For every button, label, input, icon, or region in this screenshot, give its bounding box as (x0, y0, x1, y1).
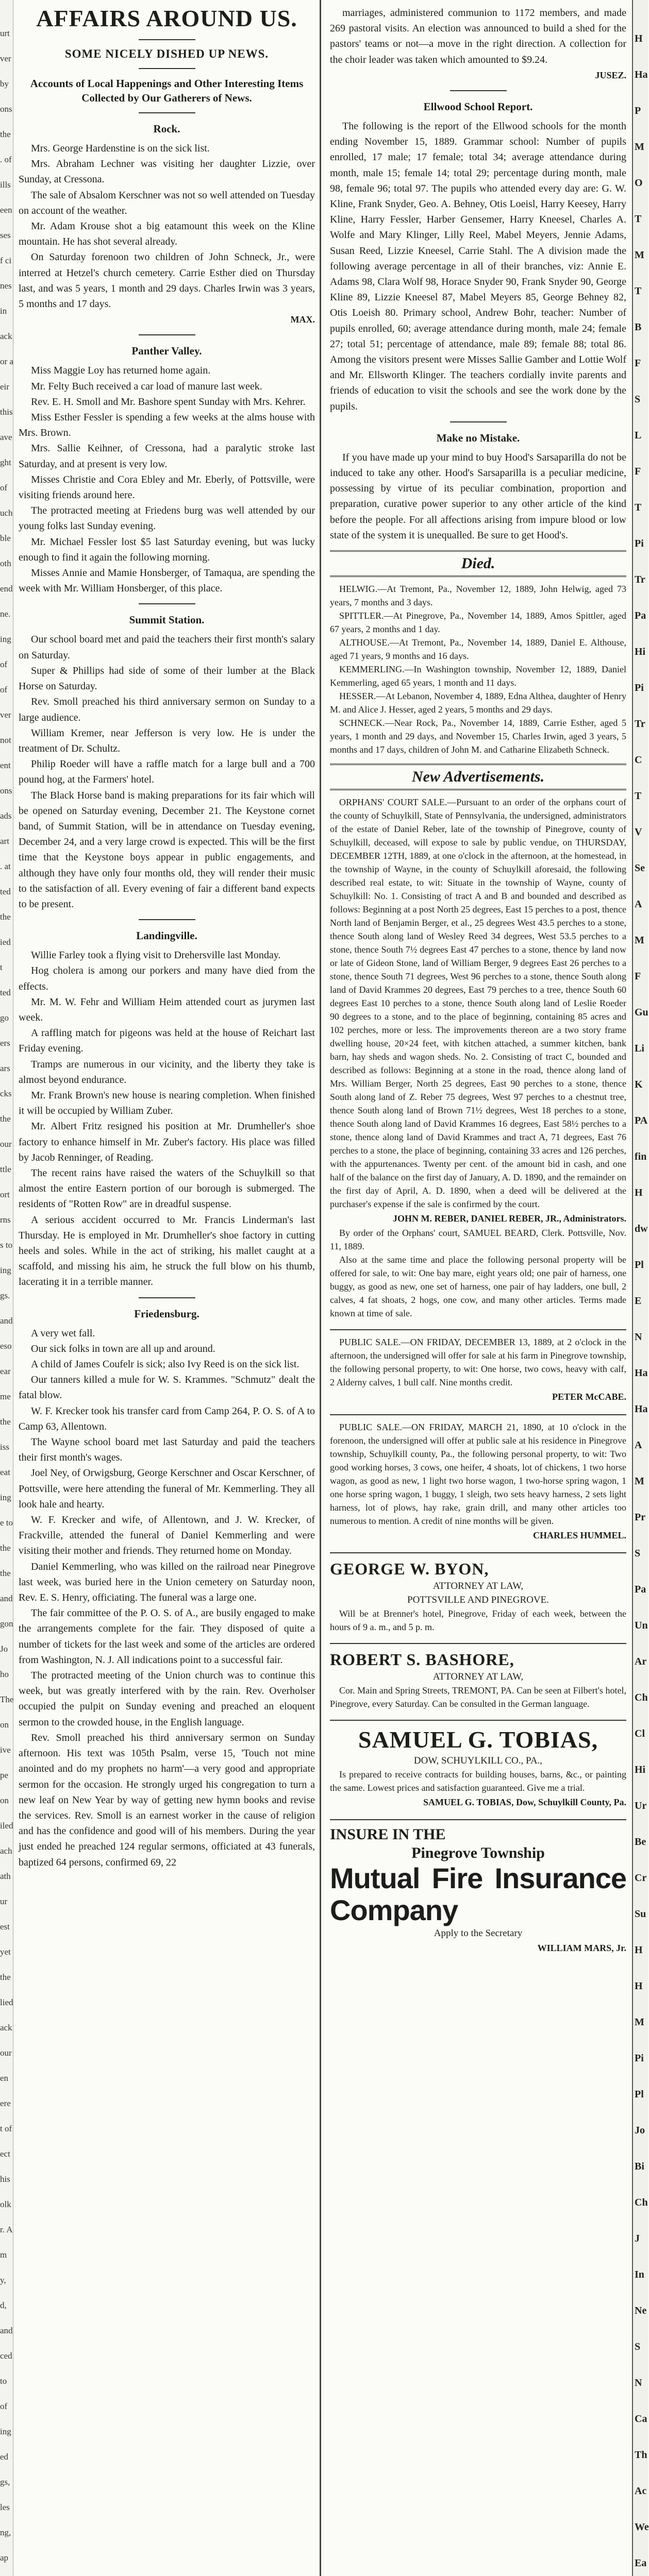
section-rock (19, 141, 315, 312)
cropped-text-fragment: Pi (635, 2053, 644, 2064)
cropped-text-fragment: ble (0, 533, 11, 543)
cropped-text-fragment: ttle (0, 1164, 11, 1174)
section-heading-friedensburg: Friedensburg. (134, 1307, 199, 1320)
ad-place: DOW, SCHUYLKILL CO., PA., (413, 1755, 543, 1766)
cropped-text-fragment: ave (0, 432, 12, 442)
cropped-text-fragment: go (0, 1013, 9, 1023)
cropped-text-fragment: Ch (635, 2197, 648, 2208)
divider (139, 334, 195, 335)
ad-public-sale-hummel (330, 1414, 626, 1543)
cropped-text-fragment: est (0, 1922, 10, 1931)
cropped-text-fragment: iled (0, 1821, 13, 1831)
cropped-text-fragment: r. A (0, 2225, 13, 2234)
cropped-text-fragment: ng, (0, 2528, 11, 2537)
cropped-text-fragment: the (0, 1568, 11, 1578)
cropped-text-fragment: ne. (0, 609, 11, 619)
cropped-text-fragment: lied (0, 1997, 13, 2007)
cropped-text-fragment: d, (0, 2300, 7, 2310)
ad-text: Cor. Main and Spring Streets, TREMONT, PA. Can be seen at Filbert's hotel, Pinegrove, every Saturday. Can be consulted in the German language. (330, 1685, 626, 1709)
cropped-text-fragment: ted (0, 988, 11, 997)
news-paragraph: The Wayne school board met last Saturday and paid the teachers their first month's wages. (19, 1436, 315, 1464)
cropped-text-fragment: ons (0, 104, 12, 114)
obituary-item: SPITTLER.—At Pinegrove, Pa., November 14, 1889, Amos Spittler, aged 67 years, 2 months and 1 day. (330, 611, 626, 635)
cropped-text-fragment: A (635, 1439, 642, 1451)
ad-signature: SAMUEL G. TOBIAS, Dow, Schuylkill County, Pa. (423, 1797, 626, 1807)
cropped-text-fragment: Pa (635, 1584, 646, 1595)
cropped-text-fragment: ers (0, 1038, 10, 1048)
cropped-text-fragment: S (635, 1548, 641, 1559)
cropped-text-fragment: N (635, 2377, 642, 2388)
news-paragraph: The fair committee of the P. O. S. of A., are busily engaged to make the arrangements complete for the fair. They disposed of quite a number of tickets for the last week and some of the articles are ordered from Washington, N. J. All indications point to a successful fair. (19, 1607, 315, 1666)
section-heading-panther-valley: Panther Valley. (131, 345, 202, 358)
cropped-text-fragment: uch (0, 508, 13, 518)
news-paragraph: Rev. E. H. Smoll and Mr. Bashore spent Sunday with Mrs. Kehrer. (31, 396, 306, 408)
insurance-lead: INSURE IN THE (330, 1825, 446, 1843)
cropped-text-fragment: Ea (635, 2557, 647, 2569)
cropped-text-fragment: H (635, 1187, 643, 1198)
cropped-text-fragment: ses (0, 230, 11, 240)
cropped-text-fragment: Bi (635, 2161, 644, 2172)
news-paragraph: Mrs. Sallie Keihner, of Cressona, had a paralytic stroke last Saturday, and at present is very low. (19, 443, 315, 470)
cropped-text-fragment: eat (0, 1467, 10, 1477)
public-sale-text: PUBLIC SALE.—ON FRIDAY, MARCH 21, 1890, at 10 o'clock in the forenoon, the undersigned will offer at public sale at his residence in Pinegrove township, Schuylkill county, Pa., the following personal property, to wit: Two good working horses, 3 cows, one heifer, 4 shoats, lot of chickens, 1 two horse wagon, as good as new, 1 light two horse wagon, 1 two-horse spring wagon, 1 one horse spring wagon, 1 buggy, 1 sleigh, two sets heavy harness, 2 sets light harness, lot of plows, hay rake, grain drill, and many other articles too numerous to mention. A credit of nine months will be given. (330, 1421, 626, 1526)
news-paragraph: Mrs. George Hardenstine is on the sick list. (31, 143, 210, 154)
cropped-text-fragment: me (0, 1392, 11, 1401)
cropped-text-fragment: Tr (635, 718, 645, 730)
news-paragraph: The sale of Absalom Kerschner was not so well attended on Tuesday on account of the weather. (19, 189, 315, 216)
left-cropped-column (0, 0, 13, 2576)
cropped-text-fragment: M (635, 249, 644, 261)
masthead-subtitle: SOME NICELY DISHED UP NEWS. (64, 47, 269, 60)
cropped-text-fragment: P (635, 105, 641, 116)
cropped-text-fragment: the (0, 1114, 11, 1124)
cropped-text-fragment: the (0, 1972, 11, 1982)
cropped-text-fragment: en (0, 2073, 9, 2083)
cropped-text-fragment: Ur (635, 1800, 647, 1811)
ad-byon (330, 1552, 626, 1634)
news-paragraph: Our sick folks in town are all up and around. (31, 1343, 215, 1354)
cropped-text-fragment: Jo (635, 2125, 645, 2136)
cropped-text-fragment: ver (0, 710, 11, 720)
ad-insurance (330, 1819, 626, 1956)
cropped-text-fragment: Jo (0, 1644, 8, 1654)
cropped-text-fragment: our (0, 1139, 12, 1149)
cropped-text-fragment: iss (0, 1442, 9, 1452)
news-paragraph: Rev. Smoll preached his third anniversary sermon on Sunday afternoon. His text was 105th Psalm, verse 15, 'Touch not mine anointed and do my prophets no harm'—a very good and appropriate sermon for the occasion. He strongly urged his congregation to turn a new leaf on New Year by way of getting new hymn books and revise the services. Rev. Smoll is an earnest worker in the cause of religion and has the confidence and good will of his members. During the year just ended he preached 124 regular sermons, officiated at 43 funerals, baptized 64 persons, confirmed 69, 22 (19, 1732, 315, 1868)
cropped-text-fragment: Cr (635, 1872, 647, 1884)
cropped-text-fragment: gon (0, 1619, 13, 1629)
section-friedensburg (19, 1326, 315, 1870)
cropped-text-fragment: Gu (635, 1007, 648, 1018)
news-paragraph: Mr. Adam Krouse shot a big eatamount this week on the Kline mountain. He has shot several already. (19, 221, 315, 248)
news-paragraph: Mr. M. W. Fehr and William Heim attended court as jurymen last week. (19, 996, 315, 1023)
cropped-text-fragment: A (635, 899, 642, 910)
cropped-text-fragment: not (0, 735, 11, 745)
cropped-text-fragment: M (635, 2016, 644, 2028)
cropped-text-fragment: M (635, 935, 644, 946)
ad-tobias (330, 1720, 626, 1810)
cropped-text-fragment: f ci (0, 256, 12, 265)
column-rule (320, 0, 321, 2576)
section-signature: MAX. (290, 314, 315, 325)
ad-text: Will be at Brenner's hotel, Pinegrove, Friday of each week, between the hours of 9 a. m., and 5 p. m. (330, 1608, 626, 1632)
cropped-text-fragment: E (635, 1295, 642, 1307)
cropped-text-fragment: ap (0, 2553, 9, 2563)
cropped-text-fragment: V (635, 826, 642, 838)
news-paragraph: Mrs. Abraham Lechner was visiting her daughter Lizzie, over Sunday, at Cressona. (19, 158, 315, 185)
cropped-text-fragment: Hi (635, 646, 646, 657)
cropped-text-fragment: s to (0, 1240, 13, 1250)
cropped-text-fragment: e to (0, 1518, 13, 1528)
cropped-text-fragment: ing (0, 1493, 11, 1502)
cropped-text-fragment: ing (0, 2427, 11, 2436)
cropped-text-fragment: Su (635, 1908, 646, 1920)
cropped-text-fragment: ur (0, 1896, 8, 1906)
insurance-company: Mutual Fire Insurance Company (330, 1861, 626, 1926)
section-panther-valley (19, 363, 315, 596)
news-paragraph: The protracted meeting at Friedens burg was well attended by our young folks last Sunday evening. (19, 505, 315, 532)
cropped-text-fragment: Th (635, 2449, 647, 2461)
died-heading: Died. (330, 550, 626, 577)
cropped-text-fragment: rns (0, 1215, 11, 1225)
news-paragraph: Hog cholera is among our porkers and many have died from the effects. (19, 965, 315, 992)
cropped-text-fragment: Ca (635, 2413, 647, 2425)
cropped-text-fragment: pe (0, 1770, 9, 1780)
news-paragraph: Philip Roeder will have a raffle match for a large bull and a 700 pound hog, at the Farmers' hotel. (19, 758, 315, 786)
cropped-text-fragment: oth (0, 558, 11, 568)
cropped-text-fragment: T (635, 285, 642, 297)
cropped-text-fragment: ced (0, 2351, 12, 2361)
news-paragraph: The recent rains have raised the waters of the Schuylkill so that almost the entire Eastern portion of our borough is submerged. The residents of "Rotten Row" are in dreadful suspense. (19, 1167, 315, 1210)
cropped-text-fragment: ted (0, 887, 11, 896)
cropped-text-fragment: B (635, 321, 642, 333)
cropped-text-fragment: Ch (635, 1692, 648, 1703)
cropped-text-fragment: ack (0, 331, 12, 341)
section-heading-mistake: Make no Mistake. (436, 431, 520, 444)
cropped-text-fragment: H (635, 1980, 643, 1992)
cropped-text-fragment: Tr (635, 574, 645, 585)
cropped-text-fragment (0, 2570, 11, 2576)
insurance-signature: WILLIAM MARS, Jr. (537, 1942, 626, 1953)
cropped-text-fragment: F (635, 971, 641, 982)
cropped-text-fragment: yet (0, 1947, 11, 1957)
cropped-text-fragment: T (635, 790, 642, 802)
cropped-text-fragment: and (0, 1316, 13, 1326)
insurance-line1: Pinegrove Township (411, 1844, 545, 1861)
cropped-text-fragment: art (0, 836, 9, 846)
cropped-text-fragment: Ha (635, 1367, 648, 1379)
section-ellwood (330, 118, 626, 414)
obituary-item: KEMMERLING.—In Washington township, November 12, 1889, Daniel Kemmerling, aged 65 years, 1 month and 11 days. (330, 664, 626, 688)
cropped-text-fragment: In (635, 2269, 644, 2280)
cropped-text-fragment: ght (0, 457, 11, 467)
cropped-text-fragment: les (0, 2502, 10, 2512)
ad-bashore (330, 1643, 626, 1710)
cropped-text-fragment: T (635, 502, 642, 513)
cropped-text-fragment: olk (0, 2199, 11, 2209)
cropped-text-fragment: H (635, 33, 643, 44)
cropped-text-fragment: Pl (635, 2089, 644, 2100)
ad-public-sale-mccabe (330, 1329, 626, 1404)
cropped-text-fragment: . at (0, 861, 11, 871)
news-paragraph: Super & Phillips had side of some of their lumber at the Black Horse on Saturday. (19, 665, 315, 692)
cropped-text-fragment: nes (0, 281, 12, 291)
orphans-court-order: By order of the Orphans' court, SAMUEL BEARD, Clerk. Pottsville, Nov. 11, 1889. (330, 1228, 626, 1252)
article-signature: JUSEZ. (595, 70, 626, 80)
cropped-text-fragment: in (0, 306, 7, 316)
divider (450, 421, 507, 422)
orphans-court-signature: JOHN M. REBER, DANIEL REBER, JR., Administrators. (392, 1213, 626, 1224)
cropped-text-fragment: We (635, 2521, 649, 2533)
left-column (19, 5, 315, 2576)
cropped-text-fragment: T (635, 213, 642, 225)
cropped-text-fragment: Li (635, 1043, 644, 1054)
cropped-text-fragment: and (0, 2326, 13, 2335)
orphans-court-sale: ORPHANS' COURT SALE.—Pursuant to an order of the orphans court of the county of Schuylkill, State of Pennsylvania, the undersigned, administrators of the estate of Daniel Reber, late of the township of Pinegrove, county of Schuylkill, deceased, will expose to sale by public vendue, on THURSDAY, DECEMBER 12TH, 1889, at one o'clock in the afternoon, at the homestead, in the township of Wayne, in the county of Schuylkill aforesaid, the following described real estate, to wit: Situate in the township of Wayne, county of Schuylkill: No. 1. Consisting of tract A and B and bounded and described as follows: Beginning at a post North 25 degrees, East 15 perches to a post, thence North land of Benjamin Berger, et al., 25 degrees West 43.5 perches to a stone, thence South along land of Wesley Reed 34 degrees, West 53.5 perches to a stone, thence South 7½ degrees East 47 perches to a stone, thence by land now or late of Gideon Stone, land of William Berger, 9 degrees East 26 perches to a stone, thence South 71 degrees, West 96 perches to a stone, thence South along land of David Krammes 20 degrees, East 79 perches to a tree, thence South 60 degrees East 10 perches to a stone, thence South along land of Leslie Roeder 90 degrees to a stone, and to the place of beginning, containing 85 acres and 102 perches, more or less. The improvements thereon are a two story frame dwelling house, 20×24 feet, with kitchen attached, a summer kitchen, bank barn, hay sheds and wagon sheds. No. 2. Consisting of tract C, bounded and described as follows: Beginning at a stone in the road, thence along land of Mrs. William Berger, North 25 degrees, East 90 perches to a stone, thence South along land of Z. Reber 75 degrees, West 97 perches to a chestnut tree, thence South along land of Brown 71½ degrees, West 18 perches to a stone, thence South along land of David Krammes 16 degrees, East 58½ perches to a stone, thence along land of David Krammes and tract A, 71 degrees, East 76 perches to a stone, the place of beginning, containing 33 acres and 126 perches, with the appurtenances. Twenty per cent. of the amount bid in cash, and one half of the balance on the first day of January, A. D. 1890, and the remainder on the first day of April, A. D. 1890, when a deed will be delivered at the purchaser's expense if the sale is confirmed by the court. (330, 797, 626, 1210)
news-paragraph: A serious accident occurred to Mr. Francis Linderman's last Thursday. He is employed in Mr. Drumheller's shoe factory in cutting heels and soles. While in the act of striking, his mallet caught at a scaffold, and missing his aim, he struck the full blow on his thumb, lacerating it in a terrible manner. (19, 1214, 315, 1288)
cropped-text-fragment: his (0, 2174, 10, 2184)
cropped-text-fragment: gs, (0, 2477, 10, 2487)
news-paragraph: Our tanners killed a mule for W. S. Krammes. "Schmutz" dealt the fatal blow. (19, 1374, 315, 1401)
cropped-text-fragment: Hi (635, 1764, 646, 1775)
ad-title: ATTORNEY AT LAW, (432, 1580, 524, 1591)
news-paragraph: Tramps are numerous in our vicinity, and the liberty they take is almost beyond endurance. (19, 1058, 315, 1086)
cropped-text-fragment: ing (0, 1265, 11, 1275)
news-paragraph: Willie Farley took a flying visit to Drehersville last Monday. (31, 950, 281, 961)
insurance-apply: Apply to the Secretary (434, 1927, 523, 1939)
section-heading-rock: Rock. (153, 123, 180, 135)
cropped-text-fragment: of (0, 659, 8, 669)
right-column (330, 5, 626, 2576)
cropped-text-fragment: S (635, 2341, 641, 2352)
cropped-text-fragment: on (0, 1795, 9, 1805)
cropped-text-fragment: of (0, 483, 8, 493)
continued-article (330, 5, 626, 67)
cropped-text-fragment: Be (635, 1836, 646, 1848)
cropped-text-fragment: dw (635, 1223, 648, 1234)
cropped-text-fragment: . of (0, 155, 12, 164)
news-paragraph: Daniel Kemmerling, who was killed on the railroad near Pinegrove last week, was buried here in the Union cemetery on Saturday noon, Rev. E. S. Henry, officiating. The funeral was a large one. (19, 1561, 315, 1604)
news-paragraph: A child of James Coufelr is sick; also Ivy Reed is on the sick list. (31, 1359, 299, 1370)
cropped-text-fragment: Pi (635, 682, 644, 693)
cropped-text-fragment: to (0, 2376, 7, 2386)
section-heading-summit-station: Summit Station. (129, 614, 205, 626)
cropped-text-fragment: een (0, 205, 12, 215)
divider (139, 68, 195, 69)
ad-name: SAMUEL G. TOBIAS, (358, 1726, 598, 1753)
cropped-text-fragment: ent (0, 760, 11, 770)
cropped-text-fragment: of (0, 685, 8, 694)
ad-place: POTTSVILLE AND PINEGROVE. (407, 1594, 549, 1605)
cropped-text-fragment: Pr (635, 1512, 646, 1523)
obituary-item: ALTHOUSE.—At Tremont, Pa., November 14, 1889, Daniel E. Althouse, aged 71 years, 9 months and 16 days. (330, 637, 626, 662)
news-paragraph: marriages, administered communion to 1172 members, and made 269 pastoral visits. An election was announced to build a shed for the pastors' teams or not—a move in the right direction. A collection for the choir leader was taken which amounted to $9.24. (330, 7, 626, 65)
obituaries (330, 582, 626, 756)
ad-text: Is prepared to receive contracts for building houses, barns, &c., or painting the same. Lowest prices and satisfaction guaranteed. Give me a trial. (330, 1769, 626, 1793)
cropped-text-fragment: the (0, 1417, 11, 1427)
news-paragraph: Misses Christie and Cora Ebley and Mr. Eberly, of Pottsville, were visiting friends around here. (19, 473, 315, 501)
cropped-text-fragment: Pi (635, 538, 644, 549)
public-sale-text: PUBLIC SALE.—ON FRIDAY, DECEMBER 13, 1889, at 2 o'clock in the afternoon, the undersigned will offer for sale at his farm in Pinegrove township, the following personal property, to wit: One horse, two cows, heavy with calf, 2 Alderny calves, 1 bull calf. Nine months credit. (330, 1337, 626, 1388)
news-paragraph: Miss Maggie Loy has returned home again. (31, 365, 211, 377)
cropped-text-fragment: ach (0, 1846, 12, 1856)
cropped-text-fragment: ear (0, 1366, 11, 1376)
personal-property-sale: Also at the same time and place the following personal property will be offered for sale, to wit: One bay mare, eight years old; one pair of harness, one buggy, as good as new, one set of harness, one pair of hay ladders, one bull, 2 calves, 4 fat shoats, 2 hogs, one cow, and many other articles. Terms made known at time of sale. (330, 1255, 626, 1319)
news-paragraph: Miss Esther Fessler is spending a few weeks at the alms house with Mrs. Brown. (19, 412, 315, 439)
cropped-text-fragment: the (0, 129, 11, 139)
cropped-text-fragment: eso (0, 1341, 12, 1351)
ad-name: GEORGE W. BYON, (330, 1559, 489, 1578)
cropped-text-fragment: the (0, 1543, 11, 1553)
hoods-notice: If you have made up your mind to buy Hood's Sarsaparilla do not be induced to take any other. Hood's Sarsaparilla is a peculiar medicine, possessing by virtue of its peculiar combination, proportion and preparation, curative power superior to any other article of the kind before the people. For all affections arising from impure blood or low state of the system it is unequalled. Be sure to get Hood's. (330, 451, 626, 541)
cropped-text-fragment: ive (0, 1745, 11, 1755)
cropped-text-fragment: C (635, 754, 642, 766)
obituary-item: HELWIG.—At Tremont, Pa., November 12, 1889, John Helwig, aged 73 years, 7 months and 3 days. (330, 584, 626, 608)
cropped-text-fragment: Ha (635, 1403, 648, 1415)
cropped-text-fragment: J (635, 2233, 640, 2244)
cropped-text-fragment: ver (0, 54, 11, 63)
cropped-text-fragment: ied (0, 937, 11, 947)
public-sale-signature: PETER McCABE. (552, 1392, 626, 1402)
cropped-text-fragment: m (0, 2250, 7, 2260)
section-summit-station (19, 632, 315, 912)
divider (139, 919, 195, 920)
news-paragraph: Mr. Frank Brown's new house is nearing completion. When finished it will be occupied by William Zuber. (19, 1089, 315, 1117)
cropped-text-fragment: ing (0, 634, 11, 644)
news-paragraph: Joel Ney, of Orwigsburg, George Kerschner and Oscar Kerschner, of Pottsville, were here attending the funeral of Mr. Kemmerling. They all look hale and hearty. (19, 1467, 315, 1510)
section-landingville (19, 947, 315, 1290)
cropped-text-fragment: ho (0, 1669, 9, 1679)
cropped-text-fragment: end (0, 584, 13, 594)
cropped-text-fragment: and (0, 1594, 13, 1603)
cropped-text-fragment: ect (0, 2149, 10, 2159)
cropped-text-fragment: The (0, 1694, 14, 1704)
cropped-text-fragment: by (0, 79, 9, 89)
obituary-item: HESSER.—At Lebanon, November 4, 1889, Edna Althea, daughter of Henry M. and Alice J. Hesser, aged 2 years, 5 months and 29 days. (330, 691, 626, 715)
cropped-text-fragment: Se (635, 862, 645, 874)
cropped-text-fragment: Ha (635, 69, 648, 80)
section-heading-ellwood: Ellwood School Report. (423, 100, 533, 113)
cropped-text-fragment: O (635, 177, 643, 189)
divider (450, 90, 507, 91)
news-paragraph: Misses Annie and Mamie Honsberger, of Tamaqua, are spending the week with Mr. William Honsberger, of this place. (19, 567, 315, 595)
cropped-text-fragment: t (0, 962, 3, 972)
cropped-text-fragment: F (635, 466, 641, 477)
news-paragraph: W. F. Krecker and wife, of Allentown, and J. W. Krecker, of Frackville, attended the funeral of Daniel Kemmerling and were visiting their mother and friends. They returned home on Monday. (19, 1514, 315, 1557)
cropped-text-fragment: ills (0, 180, 11, 190)
cropped-text-fragment: Ar (635, 1656, 647, 1667)
news-paragraph: A very wet fall. (31, 1327, 95, 1339)
news-paragraph: Mr. Albert Fritz resigned his position at Mr. Drumheller's shoe factory to enhance himself in Mr. Zuber's factory. His place was filled by Jacob Renninger, of Reading. (19, 1121, 315, 1163)
news-paragraph: A raffling match for pigeons was held at the house of Reichart last Friday evening. (19, 1027, 315, 1055)
new-ads-heading: New Advertisements. (330, 764, 626, 790)
ad-title: ATTORNEY AT LAW, (432, 1671, 524, 1682)
cropped-text-fragment: this (0, 407, 13, 417)
right-cropped-column (632, 0, 648, 2576)
divider (139, 1297, 195, 1298)
cropped-text-fragment: cks (0, 1089, 12, 1098)
cropped-text-fragment: H (635, 1944, 643, 1956)
cropped-text-fragment: ed (0, 2452, 9, 2462)
divider (139, 39, 195, 40)
cropped-text-fragment: M (635, 141, 644, 152)
cropped-text-fragment: our (0, 2048, 12, 2058)
news-paragraph: Mr. Felty Buch received a car load of manure last week. (31, 380, 262, 392)
cropped-text-fragment: ads (0, 811, 12, 821)
cropped-text-fragment: urt (0, 28, 10, 38)
news-paragraph: Our school board met and paid the teachers their first month's salary on Saturday. (19, 634, 315, 661)
news-paragraph: William Kremer, near Jefferson is very low. He is under the treatment of Dr. Schultz. (19, 727, 315, 754)
public-sale-signature: CHARLES HUMMEL. (532, 1530, 626, 1540)
cropped-text-fragment: ack (0, 2023, 12, 2032)
cropped-text-fragment: of (0, 2401, 8, 2411)
cropped-text-fragment: the (0, 912, 11, 922)
ad-name: ROBERT S. BASHORE, (330, 1650, 514, 1669)
cropped-text-fragment: ath (0, 1871, 11, 1881)
news-paragraph: The following is the report of the Ellwood schools for the month ending November 15, 1889. Grammar school: Number of pupils enrolled, 17 male; 17 female; total 34; average attendance during month, male 15; female 14; total 29; percentage during month, male 98, female 96; total 97. The pupils who attended every day are: G. W. Kline, Frank Snyder, Geo. A. Behney, Otis Loeisl, Harry Keesey, Harry Kline, Harry Fessler, Harber Gensemer, Harry Kneesel, Charles A. Wolfe and Mary Klinger, Lilly Reel, Mabel Meyers, Jennie Adams, Susan Reed, Lizzie Kneesel, Carrie Stahl. The A division made the following average percentage in all of their branches, viz: Annie E. Adams 98, Clara Wolf 98, Horace Snyder 90, Frank Snyder 90, George Kline 89, Lizzie Kneesel 87, Mabel Meyers 85, George Behney 82, Otis Loeish 80. Primary school, Andrew Bohr, teacher: Number of pupils enrolled, 60; average attendance during month, male 24; female 27; total 51; percentage of attendance, male 89; female 88; total 86. Among the visitors present were Misses Sallie Gamber and Lottie Wolf and Mr. Ellsworth Klinger. The teachers cordially invite parents and friends of education to visit the schools and see the work done by the pupils. (330, 121, 626, 412)
cropped-text-fragment: Un (635, 1620, 648, 1631)
cropped-text-fragment: Pl (635, 1259, 644, 1270)
cropped-text-fragment: on (0, 1720, 9, 1730)
cropped-text-fragment: N (635, 1331, 642, 1343)
cropped-text-fragment: K (635, 1079, 643, 1090)
cropped-text-fragment: Pa (635, 610, 646, 621)
cropped-text-fragment: y, (0, 2275, 6, 2285)
news-paragraph: Mr. Michael Fessler lost $5 last Saturday evening, but was lucky enough to find it again the following morning. (19, 536, 315, 563)
news-paragraph: The protracted meeting of the Union church was to continue this week, but was greatly interfered with by the rain. Rev. Overholser occupied the pulpit on Sunday evening and preached an eloquent sermon to the crowded house, in the English language. (19, 1670, 315, 1728)
cropped-text-fragment: Cl (635, 1728, 645, 1739)
cropped-text-fragment: fin (635, 1151, 647, 1162)
masthead-title: AFFAIRS AROUND US. (36, 5, 297, 31)
cropped-text-fragment: L (635, 430, 642, 441)
cropped-text-fragment: t of (0, 2124, 12, 2133)
cropped-text-fragment: or a (0, 357, 13, 366)
cropped-text-fragment: ort (0, 1190, 10, 1199)
news-paragraph: On Saturday forenoon two children of John Schneck, Jr., were interred at Hetzel's church cemetery. Carrie Esther died on Thursday last, and was 5 years, 1 month and 29 days. Charles Irwin was 3 years, 5 months and 17 days. (19, 251, 315, 310)
news-paragraph: Rev. Smoll preached his third anniversary sermon on Sunday to a large audience. (19, 696, 315, 723)
obituary-item: SCHNECK.—Near Rock, Pa., November 14, 1889, Carrie Esther, aged 5 years, 1 month and 29 days, and November 15, Charles Irwin, aged 3 years, 5 months and 17 days, children of John M. and Catharine Elizabeth Schneck. (330, 718, 626, 755)
section-heading-landingville: Landingville. (136, 929, 197, 942)
cropped-text-fragment: Ac (635, 2485, 647, 2497)
cropped-text-fragment: gs. (0, 1291, 10, 1300)
news-paragraph: The Black Horse band is making preparations for its fair which will be opened on Saturday evening, December 21. The Keystone cornet band, of Summit Station, will be in attendance on Tuesday evening, December 24, and a very large crowd is expected. This will be the first time that the Keystone boys appear in public engagements, and although they have only four months old, they will render their music to the satisfaction of all. Every evening of fair a different band expects to be present. (19, 789, 315, 910)
divider (139, 603, 195, 604)
cropped-text-fragment: eir (0, 382, 9, 392)
masthead-deck: Accounts of Local Happenings and Other Interesting Items Collected by Our Gatherers of News. (30, 77, 304, 104)
cropped-text-fragment: S (635, 394, 641, 405)
news-paragraph: W. F. Krecker took his transfer card from Camp 264, P. O. S. of A to Camp 63, Allentown. (19, 1405, 315, 1432)
cropped-text-fragment: Ne (635, 2305, 647, 2316)
cropped-text-fragment: ars (0, 1063, 10, 1073)
divider (139, 112, 195, 113)
cropped-text-fragment: M (635, 1476, 644, 1487)
cropped-text-fragment: ere (0, 2098, 11, 2108)
cropped-text-fragment: F (635, 358, 641, 369)
cropped-text-fragment: ons (0, 786, 12, 795)
cropped-text-fragment: PA (635, 1115, 648, 1126)
